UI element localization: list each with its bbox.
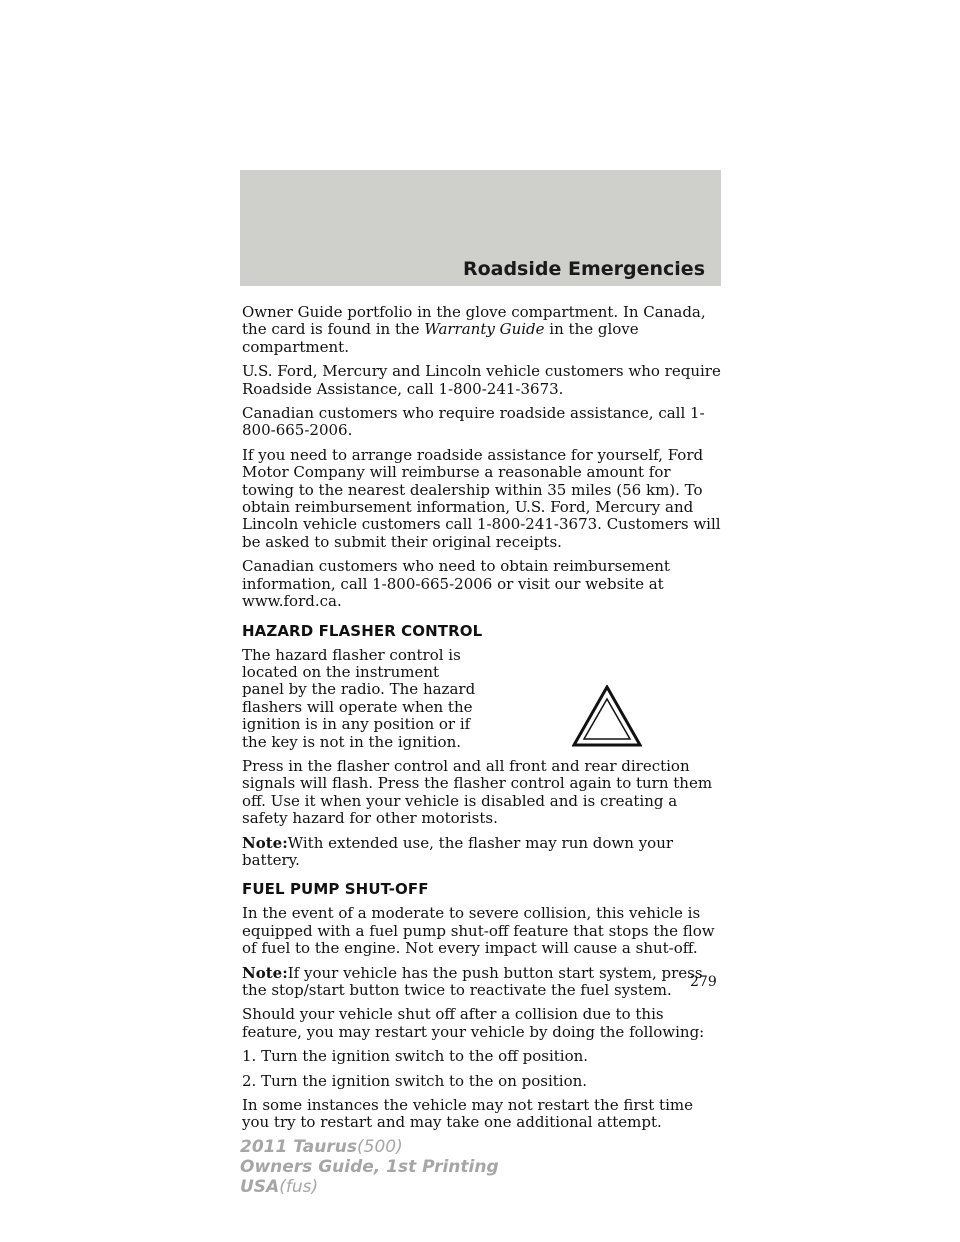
page-content (242, 304, 722, 1139)
intro-paragraph-1: Owner Guide portfolio in the glove compartment. In Canada, the card is found in the Warranty Guide in the glove compartment. (242, 303, 706, 356)
hazard-paragraph-2: Press in the flasher control and all front and rear direction signals will flash. Press the flasher control again to turn them off. Use it when your vehicle is disabled and is creating a safety hazard for other motorists. (242, 756, 713, 828)
fuel-paragraph-3: In some instances the vehicle may not restart the first time you try to restart and may take one additional attempt. (242, 1096, 693, 1132)
intro-paragraph-2: U.S. Ford, Mercury and Lincoln vehicle customers who require Roadside Assistance, call 1-800-241-3673. (242, 362, 721, 398)
hazard-section (242, 647, 722, 751)
print-footer (240, 1137, 499, 1197)
fuel-note: Note:If your vehicle has the push button start system, press the stop/start button twice to reactivate the fuel system. (242, 963, 703, 999)
section-title: Roadside Emergencies (462, 258, 705, 280)
footer-line-1: 2011 Taurus(500) (240, 1137, 403, 1157)
footer-line-2: Owners Guide, 1st Printing (240, 1157, 499, 1177)
intro-paragraph-3: Canadian customers who require roadside assistance, call 1-800-665-2006. (242, 404, 705, 440)
intro-paragraph-5: Canadian customers who need to obtain reimbursement information, call 1-800-665-2006 or visit our website at www.ford.ca. (242, 557, 670, 611)
warranty-guide-reference: Warranty Guide (424, 320, 545, 339)
fuel-paragraph-1: In the event of a moderate to severe collision, this vehicle is equipped with a fuel pump shut-off feature that stops the flow of fuel to the engine. Not every impact will cause a shut-off. (242, 904, 715, 958)
fuel-paragraph-2: Should your vehicle shut off after a collision due to this feature, you may restart your vehicle by doing the following: (242, 1005, 705, 1041)
footer-line-3: USA(fus) (240, 1177, 319, 1197)
hazard-paragraph-1: The hazard flasher control is located on the instrument panel by the radio. The hazard flashers will operate when the ignition is in any position or if the key is not in the ignition. (242, 645, 476, 751)
intro-paragraph-4: If you need to arrange roadside assistance for yourself, Ford Motor Company will reimburse a reasonable amount for towing to the nearest dealership within 35 miles (56 km). To obtain reimbursement information, U.S. Ford, Mercury and Lincoln vehicle customers call 1-800-241-3673. Customers will be asked to submit their original receipts. (242, 445, 721, 551)
page-number: 279 (690, 974, 717, 990)
hazard-note-label: Note: (242, 833, 288, 852)
fuel-heading: FUEL PUMP SHUT-OFF (242, 880, 429, 899)
hazard-note: Note:With extended use, the flasher may run down your battery. (242, 833, 674, 869)
fuel-note-label: Note: (242, 963, 288, 982)
section-header-band (240, 170, 721, 286)
fuel-step-1: 1. Turn the ignition switch to the off position. (242, 1047, 589, 1066)
hazard-heading: HAZARD FLASHER CONTROL (242, 621, 483, 640)
hazard-triangle-icon (572, 685, 642, 747)
fuel-step-2: 2. Turn the ignition switch to the on position. (242, 1071, 588, 1090)
